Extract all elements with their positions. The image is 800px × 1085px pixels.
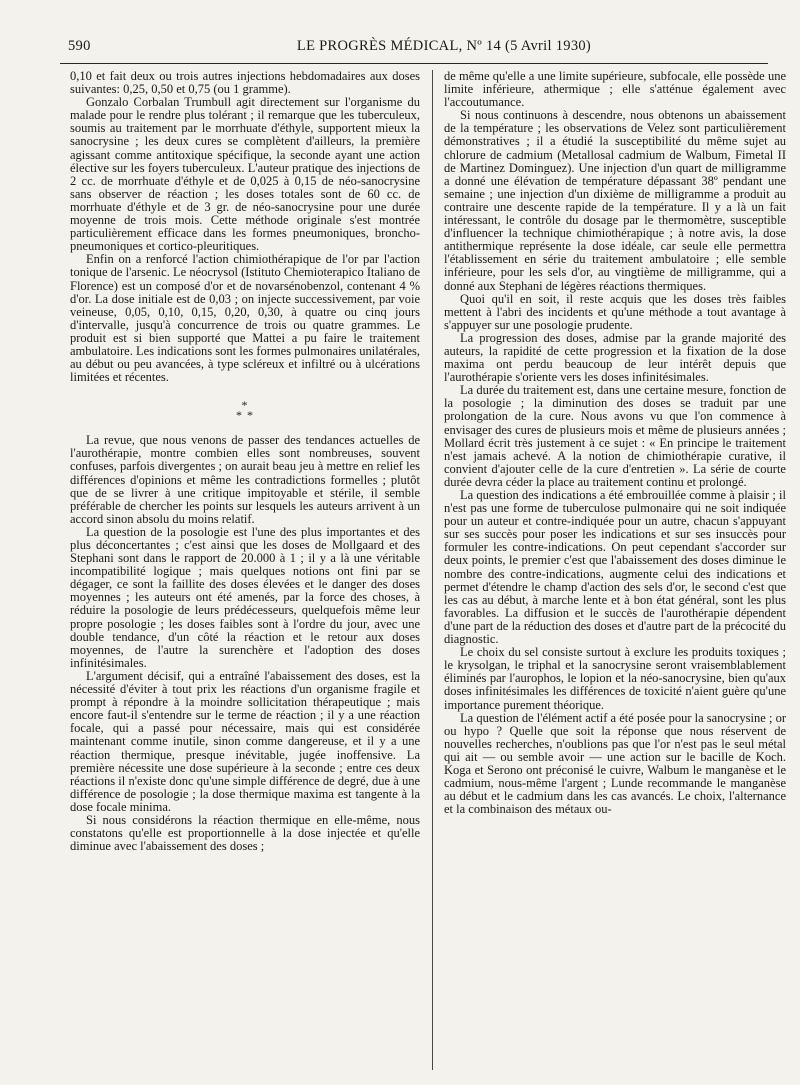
paragraph: Si nous continuons à descendre, nous obtenons un abaissement de la température ; les observations de Velez sont particulièrement démonstratives ; il a étudié la susceptibilité du même sujet au chlorure de cadmium (Metallosal cadmium de Walbum, Fimetal II de Martinez Dominguez). Une injection d'un quart de milligramme a donné une élévation de température dépassant 38º pendant une semaine ; une injection d'un dixième de milligramme a produit au contraire une descente rapide de la température. Il y a là un fait intéressant, le contrôle du dosage par le thermomètre, susceptible d'influencer la technique chimiothérapique ; à notre avis, la dose antithermique représente la dose idéale, car seule elle permettra l'établissement en série du traitement ambulatoire ; elle semble inférieure, pour les sels d'or, au vingtième de milligramme, qui a donné aux Stephani de légères réactions thermiques.	[444, 108, 786, 293]
right-column	[444, 70, 786, 1075]
paragraph: La durée du traitement est, dans une certaine mesure, fonction de la posologie ; la diminution des doses se traduit par une prolongation de la cure. Nous avons vu que l'on commence à envisager des cures de plusieurs mois et même de plusieurs années ; Mollard écrit très justement à ce sujet : « En principe le traitement n'est jamais achevé. A la notion de chimiothérapie curative, il convient d'ajouter celle de la cure d'entretien ». La série de courte durée devra céder la place au traitement continu et prolongé.	[444, 383, 786, 489]
paragraph: La question de l'élément actif a été posée pour la sanocrysine ; or ou hypo ? Quelle que soit la réponse que nous réservent de nouvelles recherches, n'oublions pas que l'or n'est pas le seul métal qui ait — ou semble avoir — une action sur le bacille de Koch. Koga et Serono ont préconisé le cuivre, Walbum le manganèse et le cadmium, nous-même l'argent ; Lunde recommande le manganèse au début et le cadmium dans les cas avancés. Le choix, l'alternance et la combinaison des métaux ou-	[444, 710, 786, 817]
paragraph: Enfin on a renforcé l'action chimiothérapique de l'or par l'action tonique de l'arsenic. Le néocrysol (Istituto Chemioterapico Italiano de Florence) est un composé d'or et de novarsénobenzol, contenant 4 % d'or. La dose initiale est de 0,03 ; on injecte successivement, par voie veineuse, 0,05, 0,10, 0,15, 0,20, 0,30, à quatre ou cinq jours d'intervalle, jusqu'à concurrence de trois ou quatre grammes. Le produit est si bien supporté que Mattei a pu faire le traitement ambulatoire. Les indications sont les formes pulmonaires unilatérales, au début ou peu avancées, à type scléreux et infiltré ou à ulcérations limitées et récentes.	[70, 252, 420, 385]
paragraph: de même qu'elle a une limite supérieure, subfocale, elle possède une limite inférieure, athermique ; elle s'atténue également avec l'accoutumance.	[444, 70, 786, 110]
page-number: 590	[68, 38, 91, 54]
header-rule	[60, 63, 768, 64]
page-header	[60, 38, 768, 60]
section-break-asterism: * * *	[236, 398, 254, 423]
paragraph: La revue, que nous venons de passer des tendances actuelles de l'aurothérapie, montre combien elles sont nombreuses, souvent confuses, parfois divergentes ; on aurait beau jeu à mettre en relief les différences d'opinions et même les contradictions formelles ; plutôt que de se livrer à une critique impitoyable et stérile, il semble préférable de chercher les points sur lesquels les auteurs arrivent à un accord sinon absolu du moins relatif.	[70, 433, 420, 526]
column-divider	[432, 70, 433, 1070]
running-title: LE PROGRÈS MÉDICAL, Nº 14 (5 Avril 1930)	[296, 38, 592, 54]
paragraph: La question des indications a été embrouillée comme à plaisir ; il n'est pas une forme de tuberculose pulmonaire qui ne soit indiquée pour un auteur et contre-indiquée pour un autre, chacun s'appuyant sur ses succès pour poser les indications et sur ses insuccès pour formuler les contre-indications. On peut cependant s'accorder sur deux points, le premier c'est que l'abaissement des doses diminue le nombre des contre-indications, augmente celui des indications et permet d'étendre le champ d'action des sels d'or, le second c'est que les cas au début, à marche lente et à bon état général, sont les plus favorables. La diffusion et le succès de l'aurothérapie dépendent d'une part de la réduction des doses et d'autre part de la précocité du diagnostic.	[444, 488, 786, 647]
paragraph: 0,10 et fait deux ou trois autres injections hebdomadaires aux doses suivantes: 0,25, 0,50 et 0,75 (ou 1 gramme).	[70, 70, 420, 97]
paragraph: Gonzalo Corbalan Trumbull agit directement sur l'organisme du malade pour le rendre plus tolérant ; il remarque que les tuberculeux, soumis au traitement par le morrhuate d'éthyle, supportent mieux la sanocrysine ; les deux cures se complètent d'ailleurs, la première agissant comme antitoxique spécifique, la seconde ayant une action élective sur les foyers tuberculeux. L'auteur pratique des injections de 2 cc. de morrhuate d'éthyle et de 0,025 à 0,15 de néo-sanocrysine sans observer de réaction ; les doses totales sont de 60 cc. de morrhuate d'éthyle et de 3 gr. de néo-sanocrysine pour une durée moyenne de trois mois. Cette méthode originale s'est montrée particulièrement efficace dans les formes pneumoniques, broncho-pneumoniques et cortico-pleuritiques.	[70, 95, 420, 254]
paragraph: Si nous considérons la réaction thermique en elle-même, nous constatons qu'elle est proportionnelle à la dose injectée et qu'elle diminue avec l'abaissement des doses ;	[70, 812, 420, 854]
paragraph: La progression des doses, admise par la grande majorité des auteurs, la rapidité de cette progression et la fixation de la dose maxima ont perdu beaucoup de leur intérêt depuis que l'aurothérapie s'oriente vers les doses infinitésimales.	[444, 330, 786, 385]
paragraph: Quoi qu'il en soit, il reste acquis que les doses très faibles mettent à l'abri des incidents et qu'une méthode a tout avantage à s'appuyer sur une posologie prudente.	[444, 291, 786, 332]
paragraph: L'argument décisif, qui a entraîné l'abaissement des doses, est la nécessité d'éviter à tout prix les réactions d'un organisme fragile et prompt à répondre à la moindre sollicitation thérapeutique ; mais encore faut-il s'entendre sur le terme de réaction ; il y a une réaction focale, qui a passé pour nécessaire, mais qui est considérée maintenant comme inutile, sinon comme dangereuse, et il y a une réaction thermique, presque inévitable, jugée inoffensive. La première nécessite une dose supérieure à la seconde ; entre ces deux réactions il n'existe donc qu'une simple différence de degré, due à une différence de posologie ; la dose thermique maxima est tangente à la dose focale minima.	[70, 668, 420, 814]
left-column	[70, 70, 420, 1075]
paragraph: Le choix du sel consiste surtout à exclure les produits toxiques ; le krysolgan, le triphal et la sanocrysine seront vraisemblablement éliminés par l'aurophos, le lopion et la néo-sanocrysine, bien qu'aux doses infinitésimales les différences de toxicité n'aient guère qu'une importance purement théorique.	[444, 645, 786, 712]
paragraph: La question de la posologie est l'une des plus importantes et des plus déconcertantes ; c'est ainsi que les doses de Mollgaard et des Stephani sont dans le rapport de 20.000 à 1 ; il y a là une véritable incompatibilité logique ; mais quelques notions ont fini par se dégager, ce sont la faillite des doses élevées et le danger des doses moyennes ; les auteurs ont été amenés, par la force des choses, à réduire la posologie de leurs prédécesseurs, quelquefois même leur propre posologie ; les doses faibles sont à l'ordre du jour, avec une double tendance, d'un côté la réaction et le retour aux doses moyennes, de l'autre la surenchère et l'adoption des doses infinitésimales.	[70, 524, 420, 670]
